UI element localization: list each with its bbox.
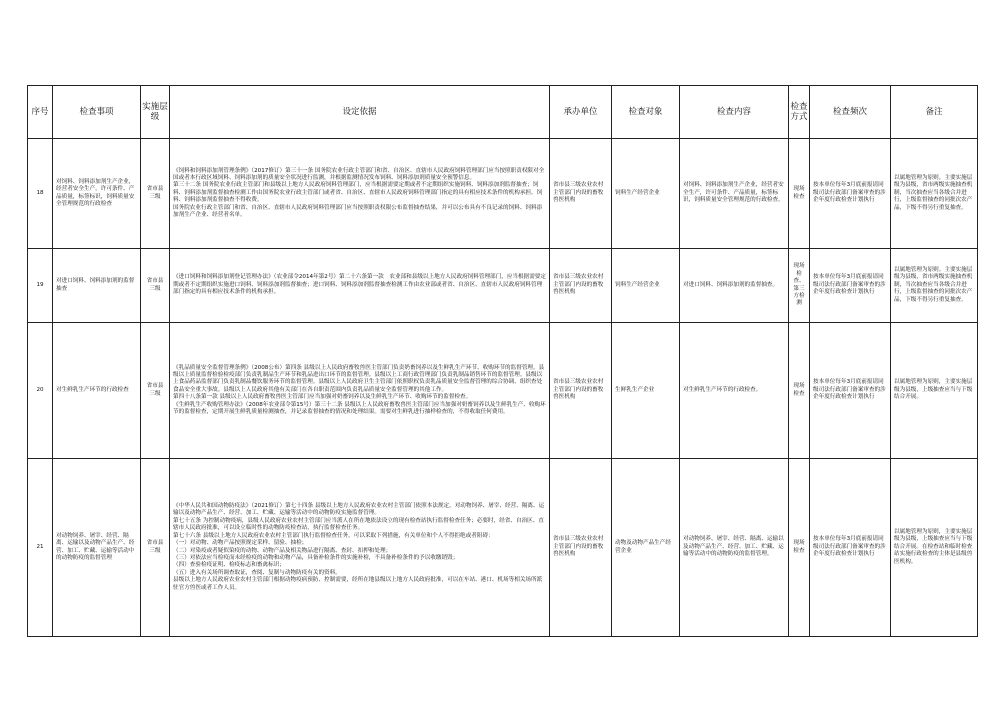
row-item: 对进口饲料、饲料添加剂的监督抽查 (53, 249, 141, 323)
basis-paragraph: （一）对动物、动物产品按照规定采样、留验、抽检； (173, 540, 308, 547)
header-note: 备注 (891, 86, 978, 139)
inspection-items-table (27, 85, 978, 637)
row-content: 对生鲜乳生产环节的行政检查。 (680, 323, 789, 459)
header-seq: 序号 (28, 86, 53, 139)
row-seq: 19 (28, 249, 53, 323)
header-basis: 设定依据 (170, 86, 550, 139)
basis-paragraph: 第七十五条 为控制动物疫病，县级人民政府农业农村主管部门应当派人在所在地依法设立的现有检查站执行监督检查任务；必要时，经省、自治区、直辖市人民政府批准，可以设立临时性的动物防疫检查站，执行监督检查任务。 (173, 517, 544, 532)
row-frequency: 按本单位每年3月底前报请同级司法行政部门备案审查的涉企年度行政检查计划执行 (810, 323, 891, 459)
table-header-row (28, 86, 978, 139)
basis-paragraph: （五）进入有关场所调查取证，查阅、复制与动物防疫有关的资料。 (173, 569, 341, 576)
row-seq: 21 (28, 459, 53, 637)
row-unit: 省市县三级农业农村主管部门内设的畜牧兽医机构 (550, 249, 612, 323)
header-content: 检查内容 (680, 86, 789, 139)
header-level: 实施层级 (141, 86, 170, 139)
row-method: 现场检查、第三方检测 (789, 249, 810, 323)
basis-paragraph: 第七十六条 县级以上地方人民政府农业农村主管部门执行监督检查任务，可以采取下列措施，有关单位和个人不得拒绝或者阻碍： (173, 532, 494, 539)
row-note: 以属地管理为原则。主要实施层级为县级，省市两级实施抽查机制，当次抽查应当各级合并进行，上级监督抽查的同批次农产品，下级不得另行重复抽查。 (891, 249, 978, 323)
row-note: 以属地管理为原则，主要实施层级为县级，上级抽查应当与下级结合开展。在检查站和临时检查站实施行政检查的主体是县级兽医机构。 (891, 459, 978, 637)
basis-paragraph: （三）对依法应当检疫而未经检疫的动物和动物产品，具备补检条件的实施补检，不具备补检条件的予以收缴销毁； (173, 554, 459, 561)
row-level: 省市县三级 (141, 139, 170, 249)
row-seq: 20 (28, 323, 53, 459)
basis-paragraph: 《进口饲料和饲料添加剂登记管理办法》（农业部令2014年第2号）第二十六条第一款 农业部和县级以上地方人民政府饲料管理部门，应当根据需要定期或者不定期组织实施进口饲料、饲料添加剂监督抽查；进口饲料、饲料添加剂监督抽查检测工作由农业部或者省、自治区、直辖市人民政府饲料管理部门指定的具有相应技术条件的机构承担。 (173, 274, 546, 296)
basis-paragraph: （二）对染疫或者疑似染疫的动物、动物产品及相关物品进行隔离、查封、扣押和处理； (173, 547, 392, 554)
row-object: 饲料生产经营企业 (612, 249, 680, 323)
table-row (28, 139, 978, 249)
header-item: 检查事项 (53, 86, 141, 139)
row-unit: 省市县三级农业农村主管部门内设的畜牧兽医机构 (550, 459, 612, 637)
row-item: 对饲料、饲料添加剂生产企业，经营者安全生产，许可条件、产品质量，标签标识，饲料质量安全管理规范的行政检查 (53, 139, 141, 249)
row-basis (170, 139, 550, 249)
row-level: 省市县三级 (141, 459, 170, 637)
table-row (28, 323, 978, 459)
basis-paragraph: 县级以上地方人民政府农业农村主管部门根据动物疫病预防、控制需要，经所在地县级以上地方人民政府批准，可以在车站、港口、机场等相关场所派驻官方兽医或者工作人员。 (173, 577, 543, 591)
header-unit: 承办单位 (550, 86, 612, 139)
header-object: 检查对象 (612, 86, 680, 139)
basis-paragraph: 《乳品质量安全监督管理条例》（2008公布）第四条 县级以上人民政府畜牧兽医主管部门负责奶畜饲养以及生鲜乳生产环节、收购环节的监督管理。县级以上质量监督检验检疫部门负责乳制品生产环节和乳品进出口环节的监督管理。县级以上工商行政管理部门负责乳制品销售环节的监督管理。县级以上食品药品监督部门负责乳制品餐饮服务环节的监督管理。县级以上人民政府卫生主管部门依照职权负责乳品质量安全监督管理的综合协调、组织查处食品安全重大事故。县级以上人民政府其他有关部门在各自职责范围内负责乳品质量安全监督管理的其他工作。 (173, 364, 545, 393)
row-unit: 省市县三级农业农村主管部门内设的畜牧兽医机构 (550, 323, 612, 459)
row-note: 以属地管理为原则。主要实施层级为县级，省市两级实施抽查机制，当次抽查应当各级合并进行，上级监督抽查的同批次农产品，下级不得另行重复抽查。 (891, 139, 978, 249)
row-seq: 18 (28, 139, 53, 249)
row-object: 动物及动物产品生产经营企业 (612, 459, 680, 637)
row-method: 现场检查 (789, 459, 810, 637)
row-basis (170, 249, 550, 323)
row-basis (170, 459, 550, 637)
row-item: 对动物饲养、屠宰、经营、隔离、运输以及动物产品生产、经营、加工、贮藏、运输等活动中的动物防疫的监督管理 (53, 459, 141, 637)
basis-paragraph: 《生鲜乳生产收购管理办法》（2008年农业部令第15号）第三十二条 县级以上人民政府畜牧兽医主管部门应当加强对奶畜饲养以及生鲜乳生产、收购环节的监督检查，定期开展生鲜乳质量检测抽查，并记录监督抽查的情况和处理结果。需要对生鲜乳进行抽样检查的，不得收取任何费用。 (173, 401, 546, 416)
row-frequency: 按本单位每年3月底前报请同级司法行政部门备案审查的涉企年度行政检查计划执行 (810, 249, 891, 323)
header-frequency: 检查频次 (810, 86, 891, 139)
row-frequency: 按本单位每年3月底前报请同级司法行政部门备案审查的涉企年度行政检查计划执行 (810, 139, 891, 249)
row-object: 饲料生产经营企业 (612, 139, 680, 249)
row-basis (170, 323, 550, 459)
row-content: 对饲料、饲料添加剂生产企业，经营者安全生产，许可条件、产品质量，标签标识，饲料质量安全管理规范的行政检查。 (680, 139, 789, 249)
basis-paragraph: 第四十八条第一款 县级以上人民政府畜牧兽医主管部门应当加强对奶畜饲养以及生鲜乳生产环节、收购环节的监督检查。 (173, 394, 472, 401)
row-method: 现场检查 (789, 323, 810, 459)
basis-paragraph: 第三十二条 国务院农业行政主管部门和县级以上地方人民政府饲料管理部门，应当根据需要定期或者不定期组织实施饲料、饲料添加剂监督抽查；饲料、饲料添加剂监督抽查检测工作由国务院农业行政主管部门或者省、自治区、直辖市人民政府饲料管理部门指定的具有相应技术条件的机构承担。饲料、饲料添加剂监督抽查不得收费。 (173, 182, 543, 204)
row-content: 对进口饲料、饲料添加剂的监督抽查。 (680, 249, 789, 323)
basis-paragraph: 国务院农业行政主管部门和省、自治区、直辖市人民政府饲料管理部门应当按照职责权限公布监督抽查结果，并可以公布具有不良记录的饲料、饲料添加剂生产企业、经营者名单。 (173, 204, 543, 219)
row-level: 省市县三级 (141, 249, 170, 323)
row-unit: 省市县三级农业农村主管部门内设的畜牧兽医机构 (550, 139, 612, 249)
row-object: 生鲜乳生产企业 (612, 323, 680, 459)
row-content: 对动物饲养、屠宰、经营、隔离、运输以及动物产品生产、经营、加工、贮藏、运输等活动中的动物防疫的监督管理。 (680, 459, 789, 637)
row-frequency: 按本单位每年3月底前报请同级司法行政部门备案审查的涉企年度行政检查计划执行 (810, 459, 891, 637)
row-method: 现场检查 (789, 139, 810, 249)
row-item: 对生鲜乳生产环节的行政检查 (53, 323, 141, 459)
table-row (28, 459, 978, 637)
basis-paragraph: （四）查验检疫证明、检疫标志和畜禽标识； (173, 562, 285, 569)
basis-paragraph: 《中华人民共和国动物防疫法》（2021修订）第七十四条 县级以上地方人民政府农业农村主管部门依照本法规定，对动物饲养、屠宰、经营、隔离、运输以及动物产品生产、经营、加工、贮藏、运输等活动中的动物防疫实施监督管理。 (173, 503, 545, 517)
row-level: 省市县三级 (141, 323, 170, 459)
row-note: 以属地管理为原则，主要实施层级为县级，上级抽查应当与下级结合开展。 (891, 323, 978, 459)
header-method: 检查方式 (789, 86, 810, 139)
basis-paragraph: 《饲料和饲料添加剂管理条例》（2017修订）第三十一条 国务院农业行政主管部门和省、自治区、直辖市人民政府饲料管理部门应当按照职责权限对全国或者本行政区域饲料、饲料添加剂的质量安全状况进行监测，并根据监测情况发布饲料、饲料添加剂质量安全预警信息。 (173, 167, 545, 181)
table-row (28, 249, 978, 323)
